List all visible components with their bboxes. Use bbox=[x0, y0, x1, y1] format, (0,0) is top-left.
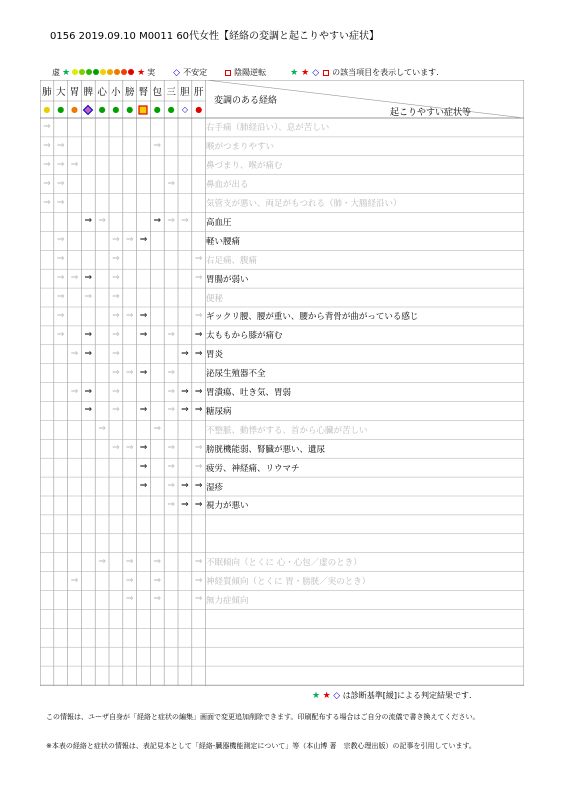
arrow-icon: ⇒ bbox=[139, 329, 148, 340]
diamond-purple-icon bbox=[81, 101, 95, 118]
arrow-icon: ⇒ bbox=[70, 159, 79, 170]
arrow-icon: ⇒ bbox=[181, 216, 189, 227]
edit-note: この情報は、ユーザ自身が「経絡と症状の編集」画面で変更追加削除できます。印刷配布する場合はご自分の流儀で書き換えてください。 bbox=[46, 713, 480, 721]
arrow-icon: ⇒ bbox=[56, 159, 65, 170]
arrow-icon: ⇒ bbox=[112, 348, 120, 359]
square-icon bbox=[137, 101, 151, 118]
arrow-icon: ⇒ bbox=[43, 159, 51, 170]
symptom-label: 不眠傾向（とくに 心・心包／虚のとき） bbox=[206, 558, 362, 569]
arrow-icon: ⇒ bbox=[125, 575, 134, 586]
arrow-icon: ⇒ bbox=[139, 405, 148, 416]
arrow-icon: ⇒ bbox=[139, 235, 148, 246]
arrow-icon: ⇒ bbox=[167, 462, 175, 473]
arrow-icon: ⇒ bbox=[43, 178, 51, 189]
meridian-header-7: 腎 bbox=[138, 86, 149, 98]
arrow-icon: ⇒ bbox=[194, 575, 203, 586]
arrow-icon: ⇒ bbox=[125, 310, 134, 321]
arrow-icon: ⇒ bbox=[43, 197, 51, 208]
green-star-icon: ★ bbox=[62, 67, 71, 78]
meridian-header-4: 心 bbox=[97, 86, 107, 98]
arrow-icon: ⇒ bbox=[56, 329, 65, 340]
scale-dot-icon bbox=[121, 69, 127, 75]
arrow-icon: ⇒ bbox=[112, 443, 120, 454]
meridian-header-5: 小 bbox=[111, 86, 121, 98]
arrow-icon: ⇒ bbox=[167, 367, 175, 378]
scale-dot-icon bbox=[93, 69, 99, 75]
symptom-label: ギックリ腰、腰が重い、腰から背骨が曲がっている感じ bbox=[206, 312, 419, 323]
arrow-icon: ⇒ bbox=[194, 254, 203, 265]
symptom-label: 胃腸が弱い bbox=[206, 274, 249, 285]
arrow-icon: ⇒ bbox=[167, 405, 175, 416]
symptom-label: 高血圧 bbox=[206, 217, 232, 228]
arrow-icon: ⇒ bbox=[181, 348, 189, 359]
symptom-label: 湿疹 bbox=[206, 482, 224, 493]
legend bbox=[52, 67, 439, 78]
result-note-text: は診断基準[緩]による判定結果です. bbox=[342, 691, 472, 700]
arrow-icon: ⇒ bbox=[112, 310, 120, 321]
arrow-icon: ⇒ bbox=[84, 348, 93, 359]
arrow-icon: ⇒ bbox=[194, 499, 203, 510]
symptom-label: 右足痛、腹痛 bbox=[206, 255, 258, 266]
column-header-title: 変調のある経絡 bbox=[214, 96, 278, 106]
symptom-label: 膀胱機能弱、腎臓が悪い、遺尿 bbox=[206, 444, 326, 455]
meridian-header-10: 胆 bbox=[180, 86, 190, 98]
meridian-header-6: 膀 bbox=[124, 86, 135, 98]
red-star-icon: ★ bbox=[137, 67, 146, 78]
color-scale bbox=[72, 68, 135, 77]
symptom-label: 無力症傾向 bbox=[206, 595, 249, 606]
arrow-icon: ⇒ bbox=[112, 367, 120, 378]
arrow-icon: ⇒ bbox=[194, 556, 203, 567]
dot-icon: ● bbox=[98, 105, 106, 114]
arrow-icon: ⇒ bbox=[153, 140, 162, 151]
scale-dot-icon bbox=[79, 69, 85, 75]
dot-icon: ● bbox=[153, 105, 161, 114]
square-icon bbox=[323, 70, 329, 76]
symptom-label: 胃潰瘍、吐き気、胃弱 bbox=[206, 388, 292, 399]
diamond-icon: ◇ bbox=[181, 105, 188, 114]
arrow-icon: ⇒ bbox=[194, 405, 203, 416]
dot-icon: ● bbox=[71, 105, 78, 114]
arrow-icon: ⇒ bbox=[139, 481, 148, 492]
arrow-icon: ⇒ bbox=[84, 329, 93, 340]
symptom-label: 泌尿生殖器不全 bbox=[206, 369, 266, 380]
arrow-icon: ⇒ bbox=[125, 556, 134, 567]
symptom-label: 視力が悪い bbox=[206, 501, 249, 512]
arrow-icon: ⇒ bbox=[84, 386, 93, 397]
arrow-icon: ⇒ bbox=[153, 216, 162, 227]
arrow-icon: ⇒ bbox=[139, 443, 148, 454]
scale-dot-icon bbox=[114, 69, 120, 75]
symptom-label: 右手痛（肺経沿い）、息が苦しい bbox=[206, 123, 330, 134]
arrow-icon: ⇒ bbox=[70, 348, 79, 359]
square-icon bbox=[225, 70, 231, 76]
arrow-icon: ⇒ bbox=[56, 235, 65, 246]
symptom-label: 疲労、神経痛、リウマチ bbox=[206, 463, 300, 474]
arrow-icon: ⇒ bbox=[167, 443, 175, 454]
arrow-icon: ⇒ bbox=[70, 273, 79, 284]
arrow-icon: ⇒ bbox=[125, 594, 134, 605]
symptom-label: 太ももから膝が痛む bbox=[206, 331, 283, 342]
scale-dot-icon bbox=[100, 69, 106, 75]
meridian-header-1: 大 bbox=[55, 86, 66, 98]
arrow-icon: ⇒ bbox=[181, 499, 189, 510]
arrow-icon: ⇒ bbox=[153, 424, 162, 435]
arrow-icon: ⇒ bbox=[84, 405, 93, 416]
arrow-icon: ⇒ bbox=[153, 594, 162, 605]
arrow-icon: ⇒ bbox=[98, 216, 106, 227]
arrow-icon: ⇒ bbox=[194, 462, 203, 473]
red-star-icon: ★ bbox=[322, 691, 331, 701]
arrow-icon: ⇒ bbox=[194, 348, 203, 359]
meridian-header-0: 肺 bbox=[42, 86, 52, 98]
meridian-header-2: 胃 bbox=[69, 86, 80, 98]
symptom-label: 不整脈、動悸がする、首から心臓が苦しい bbox=[206, 425, 368, 436]
reversal-label: 陰陽逆転 bbox=[234, 68, 267, 77]
arrow-icon: ⇒ bbox=[167, 178, 175, 189]
arrow-icon: ⇒ bbox=[84, 216, 93, 227]
meridian-symptom-table bbox=[40, 80, 524, 686]
dot-icon: ● bbox=[43, 105, 51, 114]
symptom-label: 鼻血が出る bbox=[206, 180, 249, 191]
symptom-label: 糖尿病 bbox=[206, 406, 232, 417]
arrow-icon: ⇒ bbox=[181, 386, 189, 397]
arrow-icon: ⇒ bbox=[125, 443, 134, 454]
arrow-icon: ⇒ bbox=[112, 329, 120, 340]
arrow-icon: ⇒ bbox=[56, 254, 65, 265]
arrow-icon: ⇒ bbox=[167, 216, 175, 227]
arrow-icon: ⇒ bbox=[70, 386, 79, 397]
arrow-icon: ⇒ bbox=[125, 235, 134, 246]
meridian-header-8: 包 bbox=[152, 86, 163, 98]
dot-icon: ● bbox=[112, 105, 120, 114]
meridian-header-9: 三 bbox=[166, 86, 176, 98]
arrow-icon: ⇒ bbox=[167, 329, 175, 340]
arrow-icon: ⇒ bbox=[112, 386, 120, 397]
strong-label: 実 bbox=[147, 68, 156, 77]
symptom-label: 胃炎 bbox=[206, 350, 224, 361]
arrow-icon: ⇒ bbox=[56, 197, 65, 208]
diamond-icon: ◇ bbox=[312, 67, 320, 78]
arrow-icon: ⇒ bbox=[56, 292, 65, 303]
dot-icon: ● bbox=[167, 105, 175, 114]
arrow-icon: ⇒ bbox=[112, 235, 120, 246]
symptom-label: 気管支が悪い、両足がもつれる（肺・大腸経沿い） bbox=[206, 199, 402, 210]
arrow-icon: ⇒ bbox=[181, 481, 189, 492]
arrow-icon: ⇒ bbox=[43, 140, 51, 151]
page-title: 0156 2019.09.10 M0011 60代女性【経絡の変調と起こりやすい症状】 bbox=[50, 31, 380, 42]
arrow-icon: ⇒ bbox=[125, 367, 134, 378]
arrow-icon: ⇒ bbox=[98, 424, 106, 435]
arrow-icon: ⇒ bbox=[139, 310, 148, 321]
arrow-icon: ⇒ bbox=[98, 556, 106, 567]
meridian-header-11: 肝 bbox=[193, 86, 204, 98]
arrow-icon: ⇒ bbox=[43, 121, 51, 132]
arrow-icon: ⇒ bbox=[194, 386, 203, 397]
arrow-icon: ⇒ bbox=[194, 594, 203, 605]
arrow-icon: ⇒ bbox=[153, 556, 162, 567]
arrow-icon: ⇒ bbox=[194, 310, 203, 321]
dot-icon: ● bbox=[195, 105, 203, 114]
arrow-icon: ⇒ bbox=[56, 273, 65, 284]
symptom-label: 喉がつまりやすい bbox=[206, 142, 275, 153]
arrow-icon: ⇒ bbox=[84, 273, 93, 284]
source-note: ※本表の経絡と症状の情報は、表記見本として「経絡-臓器機能測定について」等（本山博 著 宗教心理出版）の記事を引用しています。 bbox=[46, 742, 476, 750]
arrow-icon: ⇒ bbox=[194, 329, 203, 340]
arrow-icon: ⇒ bbox=[194, 273, 203, 284]
symptom-label: 神経質傾向（とくに 胃・膀胱／実のとき） bbox=[206, 577, 371, 588]
arrow-icon: ⇒ bbox=[56, 140, 65, 151]
arrow-icon: ⇒ bbox=[112, 292, 120, 303]
arrow-icon: ⇒ bbox=[84, 292, 93, 303]
green-star-icon: ★ bbox=[312, 691, 321, 701]
arrow-icon: ⇒ bbox=[56, 178, 65, 189]
scale-dot-icon bbox=[72, 69, 78, 75]
arrow-icon: ⇒ bbox=[112, 405, 120, 416]
arrow-icon: ⇒ bbox=[112, 273, 120, 284]
diamond-icon: ◇ bbox=[173, 67, 181, 78]
green-star-icon: ★ bbox=[290, 67, 299, 78]
arrow-icon: ⇒ bbox=[181, 405, 189, 416]
scale-dot-icon bbox=[128, 69, 134, 75]
arrow-icon: ⇒ bbox=[139, 462, 148, 473]
symptom-label: 軽い腰痛 bbox=[206, 236, 241, 247]
meridian-header-3: 脾 bbox=[83, 86, 94, 98]
weak-label: 虚 bbox=[52, 68, 60, 77]
red-star-icon: ★ bbox=[301, 67, 310, 78]
symptom-label: 便秘 bbox=[206, 293, 224, 304]
result-note bbox=[312, 690, 472, 701]
legend-note: の該当項目を表示しています. bbox=[332, 68, 439, 77]
arrow-icon: ⇒ bbox=[139, 367, 148, 378]
scale-dot-icon bbox=[86, 69, 92, 75]
arrow-icon: ⇒ bbox=[167, 499, 175, 510]
arrow-icon: ⇒ bbox=[194, 443, 203, 454]
arrow-icon: ⇒ bbox=[167, 481, 175, 492]
arrow-icon: ⇒ bbox=[153, 575, 162, 586]
scale-dot-icon bbox=[107, 69, 113, 75]
symptom-label: 鼻づまり、喉が痛む bbox=[206, 161, 283, 172]
dot-icon: ● bbox=[126, 105, 134, 114]
diamond-icon: ◇ bbox=[333, 691, 341, 701]
arrow-icon: ⇒ bbox=[194, 481, 203, 492]
arrow-icon: ⇒ bbox=[70, 575, 79, 586]
arrow-icon: ⇒ bbox=[56, 310, 65, 321]
arrow-icon: ⇒ bbox=[112, 254, 120, 265]
row-header-title: 起こりやすい症状等 bbox=[390, 108, 472, 118]
dot-icon: ● bbox=[57, 105, 65, 114]
unstable-label: 不安定 bbox=[183, 68, 208, 77]
arrow-icon: ⇒ bbox=[167, 386, 175, 397]
